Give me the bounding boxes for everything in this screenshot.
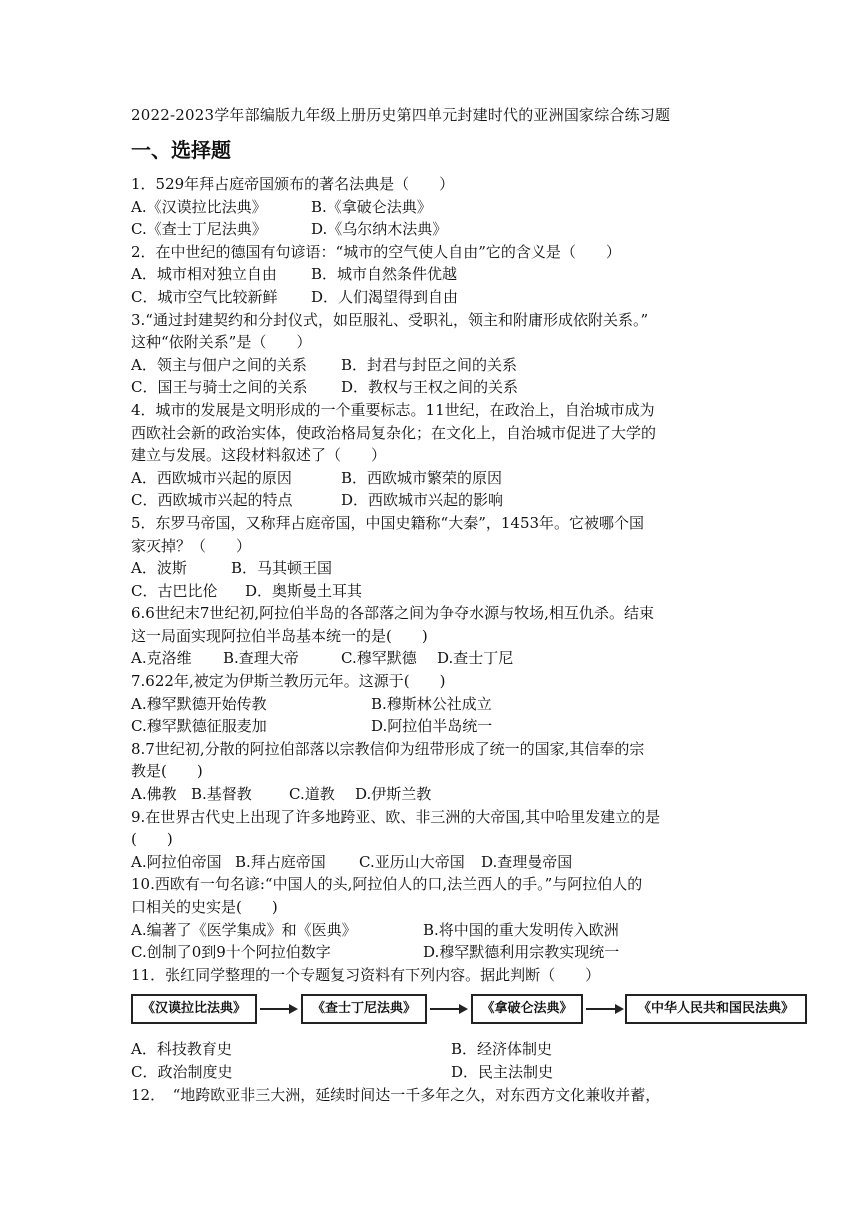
question-2-options-ab xyxy=(131,263,741,286)
question-10-stem-cont: 口相关的史实是( ) xyxy=(131,898,278,916)
question-5-options-ab xyxy=(131,557,741,580)
option-a[interactable]: A．科技教育史 xyxy=(131,1040,232,1059)
question-4-stem-cont: 西欧社会新的政治实体，使政治格局复杂化；在文化上，自治城市促进了大学的 xyxy=(131,423,657,442)
question-3-options-cd xyxy=(131,376,741,399)
option-d[interactable]: D．教权与王权之间的关系 xyxy=(341,378,519,397)
question-7-stem: 7.622年,被定为伊斯兰教历元年。这源于( ) xyxy=(131,672,446,691)
option-b[interactable]: B．经济体制史 xyxy=(451,1040,553,1059)
question-1-options-cd xyxy=(131,218,741,241)
option-b[interactable]: B.拜占庭帝国 xyxy=(235,852,326,871)
arrow-right-icon xyxy=(585,1002,625,1016)
option-c[interactable]: C.穆罕默德征服麦加 xyxy=(131,717,267,736)
question-11-options-cd xyxy=(131,1061,741,1084)
option-b[interactable]: B．封君与封臣之间的关系 xyxy=(341,355,518,374)
flow-box-civil-code-prc: 《中华人民共和国民法典》 xyxy=(625,994,807,1024)
option-c[interactable]: C．城市空气比较新鲜 xyxy=(131,287,278,306)
question-6-options xyxy=(131,647,741,670)
option-a[interactable]: A.《汉谟拉比法典》 xyxy=(131,197,267,216)
question-3-stem-cont: 这种“依附关系”是（ ） xyxy=(131,333,312,352)
question-4-stem: 4．城市的发展是文明形成的一个重要标志。11世纪，在政治上，自治城市成为 xyxy=(131,400,655,419)
section-heading: 一、选择题 xyxy=(131,138,231,162)
question-7-options-ab xyxy=(131,693,741,716)
question-9-stem: 9.在世界古代史上出现了许多地跨亚、欧、非三洲的大帝国,其中哈里发建立的是 xyxy=(131,807,661,826)
law-code-flowchart xyxy=(131,992,794,1034)
option-c[interactable]: C．西欧城市兴起的特点 xyxy=(131,491,293,510)
option-a[interactable]: A.克洛维 xyxy=(131,649,192,668)
option-a[interactable]: A.编著了《医学集成》和《医典》 xyxy=(131,920,357,939)
option-b[interactable]: B.穆斯林公社成立 xyxy=(371,694,492,713)
question-12-stem: 12． “地跨欧亚非三大洲，延续时间达一千多年之久，对东西方文化兼收并蓄， xyxy=(131,1085,661,1104)
option-a[interactable]: A.阿拉伯帝国 xyxy=(131,852,222,871)
question-11-stem: 11．张红同学整理的一个专题复习资料有下列内容。据此判断（ ） xyxy=(131,965,601,984)
option-b[interactable]: B.将中国的重大发明传入欧洲 xyxy=(423,920,619,939)
question-4-options-ab xyxy=(131,467,741,490)
question-1-options-ab xyxy=(131,196,741,219)
question-3-stem: 3.“通过封建契约和分封仪式，如臣服礼、受职礼，领主和附庸形成依附关系。” xyxy=(131,310,649,329)
question-6-stem-cont: 这一局面实现阿拉伯半岛基本统一的是( ) xyxy=(131,626,428,645)
option-c[interactable]: C．国王与骑士之间的关系 xyxy=(131,378,308,397)
option-d[interactable]: D.阿拉伯半岛统一 xyxy=(371,717,493,736)
option-c[interactable]: C.亚历山大帝国 xyxy=(359,852,465,871)
question-2-options-cd xyxy=(131,286,741,309)
option-d[interactable]: D．西欧城市兴起的影响 xyxy=(341,491,504,510)
option-c[interactable]: C．政治制度史 xyxy=(131,1062,233,1081)
option-a[interactable]: A．城市相对独立自由 xyxy=(131,265,277,284)
question-list xyxy=(131,173,794,1106)
option-a[interactable]: A.佛教 xyxy=(131,785,177,804)
option-a[interactable]: A．领主与佃户之间的关系 xyxy=(131,355,307,374)
question-10-stem: 10.西欧有一句名谚:“中国人的头,阿拉伯人的口,法兰西人的手。”与阿拉伯人的 xyxy=(131,875,643,894)
option-a[interactable]: A．西欧城市兴起的原因 xyxy=(131,468,292,487)
flow-box-justinian: 《查士丁尼法典》 xyxy=(301,994,427,1024)
question-9-options xyxy=(131,851,741,874)
option-c[interactable]: C.《查士丁尼法典》 xyxy=(131,220,267,239)
arrow-right-icon xyxy=(259,1002,299,1016)
option-d[interactable]: D．奥斯曼土耳其 xyxy=(245,581,363,600)
question-8-stem: 8.7世纪初,分散的阿拉伯部落以宗教信仰为纽带形成了统一的国家,其信奉的宗 xyxy=(131,739,645,758)
question-4-options-cd xyxy=(131,489,741,512)
flow-box-napoleon: 《拿破仑法典》 xyxy=(471,994,583,1024)
question-6-stem: 6.6世纪末7世纪初,阿拉伯半岛的各部落之间为争夺水源与牧场,相互仇杀。结束 xyxy=(131,604,654,623)
question-5-options-cd xyxy=(131,580,741,603)
option-d[interactable]: D．人们渴望得到自由 xyxy=(311,287,459,306)
option-a[interactable]: A.穆罕默德开始传教 xyxy=(131,694,267,713)
option-c[interactable]: C.创制了0到9十个阿拉伯数字 xyxy=(131,943,331,962)
option-a[interactable]: A．波斯 xyxy=(131,559,187,578)
option-d[interactable]: D.《乌尔纳木法典》 xyxy=(311,220,448,239)
question-1-stem: 1．529年拜占庭帝国颁布的著名法典是（ ） xyxy=(131,175,455,193)
arrow-right-icon xyxy=(429,1002,469,1016)
question-5-stem: 5．东罗马帝国，又称拜占庭帝国，中国史籍称“大秦”，1453年。它被哪个国 xyxy=(131,513,645,532)
question-9-stem-cont: ( ) xyxy=(131,830,173,849)
question-10-options-ab xyxy=(131,919,741,942)
option-d[interactable]: D.穆罕默德利用宗教实现统一 xyxy=(423,943,620,962)
question-10-options-cd xyxy=(131,941,741,964)
option-b[interactable]: B．马其顿王国 xyxy=(231,559,333,578)
question-2-stem: 2．在中世纪的德国有句谚语：“城市的空气使人自由”它的含义是（ ） xyxy=(131,242,621,261)
option-d[interactable]: D.查士丁尼 xyxy=(437,649,514,668)
option-b[interactable]: B.查理大帝 xyxy=(223,649,299,668)
question-7-options-cd xyxy=(131,715,741,738)
option-c[interactable]: C．古巴比伦 xyxy=(131,581,218,600)
flow-box-hammurabi: 《汉谟拉比法典》 xyxy=(131,994,257,1024)
option-b[interactable]: B．西欧城市繁荣的原因 xyxy=(341,468,503,487)
question-8-stem-cont: 教是( ) xyxy=(131,762,203,781)
option-c[interactable]: C.穆罕默德 xyxy=(341,649,417,668)
option-c[interactable]: C.道教 xyxy=(289,785,335,804)
option-b[interactable]: B．城市自然条件优越 xyxy=(311,265,458,284)
question-11-options-ab xyxy=(131,1038,741,1061)
option-d[interactable]: D．民主法制史 xyxy=(451,1062,554,1081)
option-d[interactable]: D.查理曼帝国 xyxy=(481,852,573,871)
question-5-stem-cont: 家灭掉？（ ） xyxy=(131,536,252,555)
question-8-options xyxy=(131,783,741,806)
option-b[interactable]: B.基督教 xyxy=(191,785,252,804)
option-d[interactable]: D.伊斯兰教 xyxy=(355,785,432,804)
question-4-stem-cont: 建立与发展。这段材料叙述了（ ） xyxy=(131,446,387,465)
document-title: 2022-2023学年部编版九年级上册历史第四单元封建时代的亚洲国家综合练习题 xyxy=(131,106,671,124)
option-b[interactable]: B.《拿破仑法典》 xyxy=(311,197,432,216)
question-3-options-ab xyxy=(131,354,741,377)
